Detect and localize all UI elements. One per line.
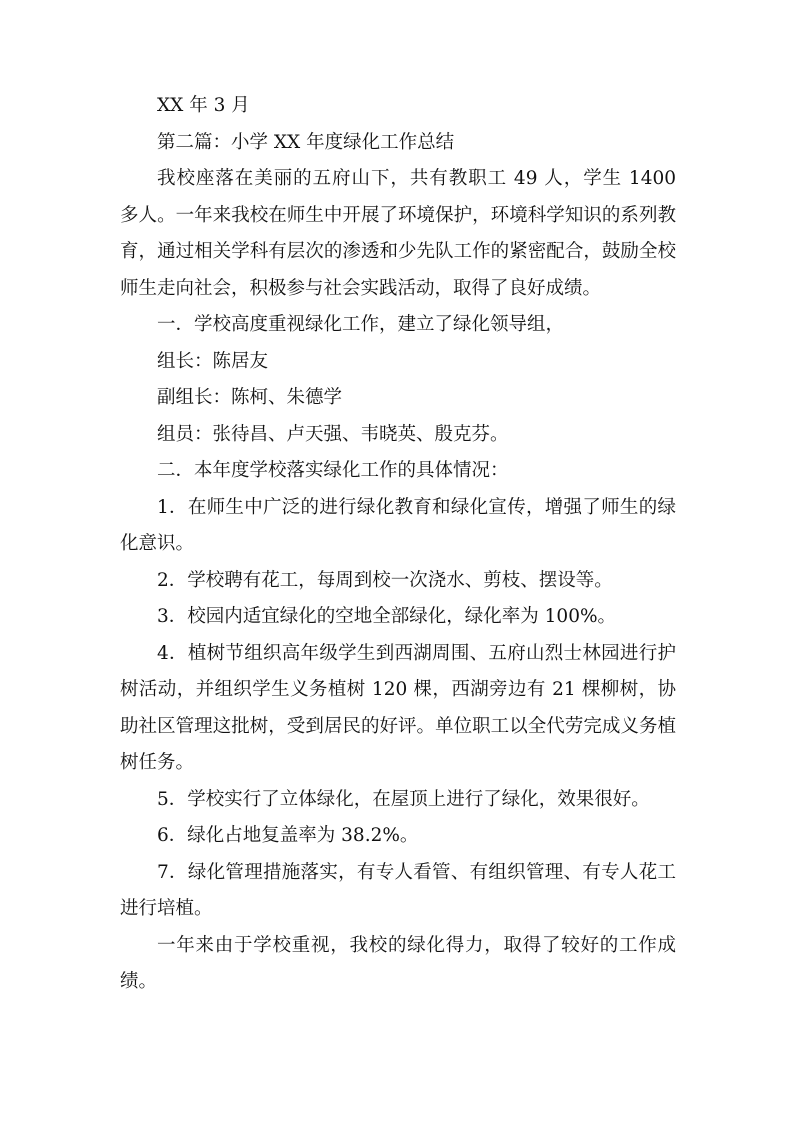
list-item: 6．绿化占地复盖率为 38.2%。 <box>157 825 419 846</box>
list-item: 3．校园内适宜绿化的空地全部绿化，绿化率为 100%。 <box>157 606 617 627</box>
deputy-leader-line: 副组长：陈柯、朱德学 <box>157 387 343 408</box>
part2-heading: 二．本年度学校落实绿化工作的具体情况： <box>157 460 509 481</box>
date-line: XX 年 3 月 <box>157 95 250 116</box>
section-title: 第二篇：小学 XX 年度绿化工作总结 <box>157 131 455 153</box>
list-item: 2．学校聘有花工，每周到校一次浇水、剪枝、摆设等。 <box>157 569 613 591</box>
list-item: 4．植树节组织高年级学生到西湖周围、五府山烈士林园进行护树活动，并组织学生义务植树 120 棵，西湖旁边有 21 棵柳树，协助社区管理这批树，受到居民的好评。单位职工以全代劳完成义务植树任务。 <box>120 642 676 773</box>
list-item: 7．绿化管理措施落实，有专人看管、有组织管理、有专人花工进行培植。 <box>120 861 676 919</box>
document-page <box>120 88 676 1001</box>
list-item: 1．在师生中广泛的进行绿化教育和绿化宣传，增强了师生的绿化意识。 <box>120 496 676 554</box>
conclusion-paragraph: 一年来由于学校重视，我校的绿化得力，取得了较好的工作成绩。 <box>120 934 676 992</box>
list-item: 5．学校实行了立体绿化，在屋顶上进行了绿化，效果很好。 <box>157 788 650 810</box>
members-line: 组员：张待昌、卢天强、韦晓英、殷克芬。 <box>157 423 509 445</box>
leader-line: 组长：陈居友 <box>157 350 269 372</box>
intro-paragraph: 我校座落在美丽的五府山下，共有教职工 49 人，学生 1400 多人。一年来我校在师生中开展了环境保护，环境科学知识的系列教育，通过相关学科有层次的渗透和少先队工作的紧密配合，鼓励全校师生走向社会，积极参与社会实践活动，取得了良好成绩。 <box>120 168 676 299</box>
part1-heading: 一．学校高度重视绿化工作，建立了绿化领导组， <box>157 314 565 335</box>
